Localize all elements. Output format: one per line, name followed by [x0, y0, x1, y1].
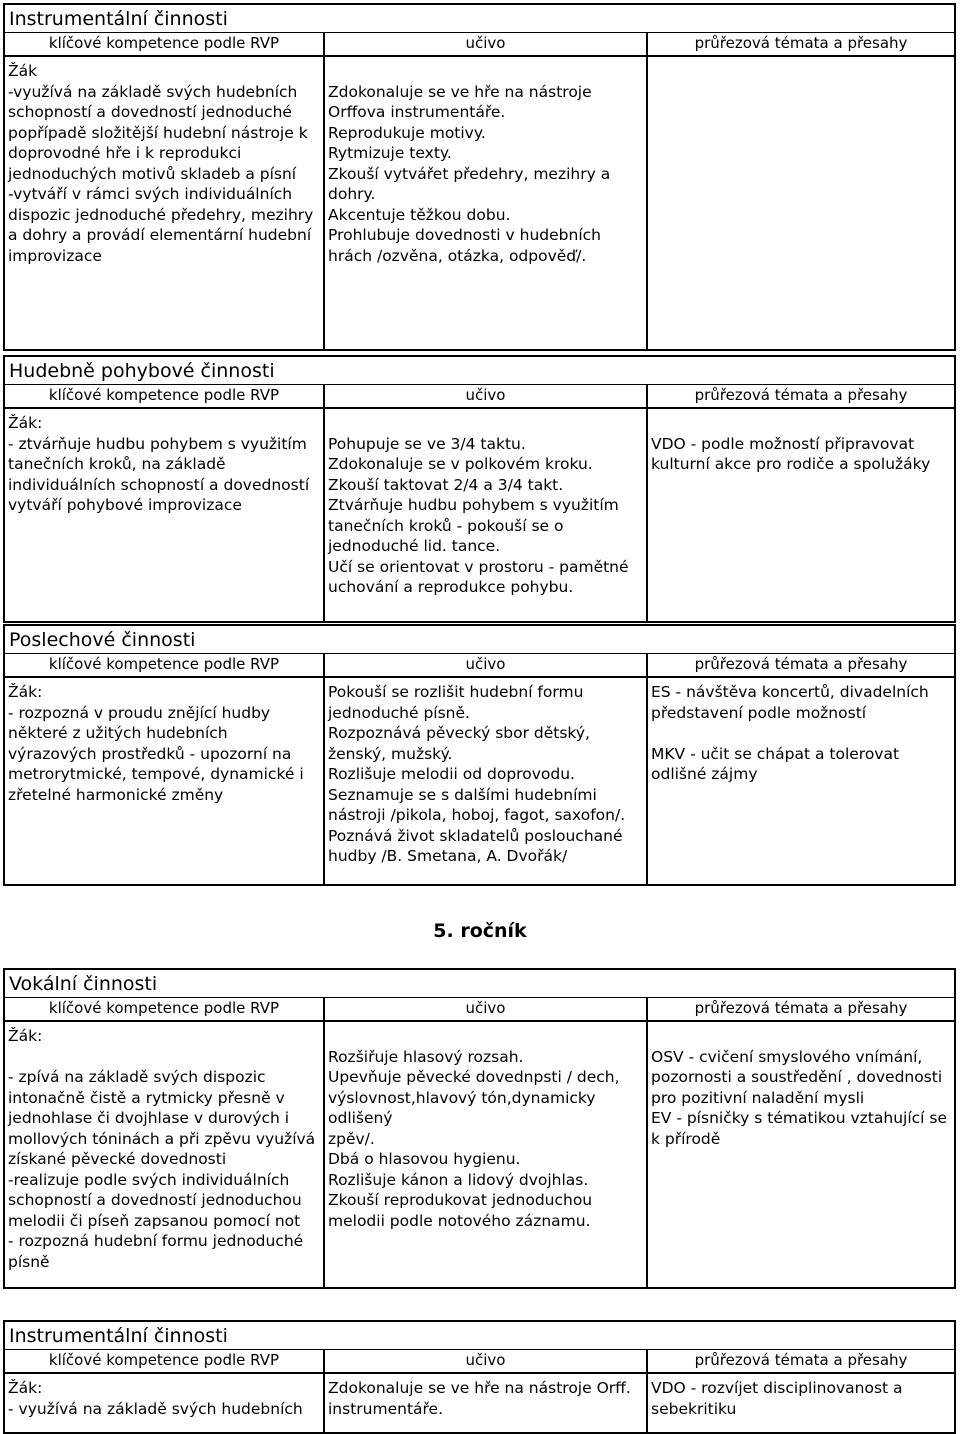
header-curriculum: učivo	[323, 1350, 646, 1372]
header-cross-curricular: průřezová témata a přesahy	[646, 998, 954, 1020]
section-body	[3, 1374, 956, 1434]
section-listening	[3, 624, 956, 886]
section-body	[3, 1022, 956, 1289]
cross-curricular-text: OSV - cvičení smyslového vnímání, pozornosti a soustředění , dovednosti pro pozitivní naladění mysli EV - písničky s tématikou vztahující se k přírodě	[646, 1022, 954, 1287]
header-competences: klíčové kompetence podle RVP	[48, 655, 280, 673]
section-body	[3, 409, 956, 623]
curriculum-text: Pohupuje se ve 3/4 taktu. Zdokonaluje se v polkovém kroku. Zkouší taktovat 2/4 a 3/4 takt. Ztvárňuje hudbu pohybem s využitím tanečních kroků - pokouší se o jednoduché lid. tance. Učí se orientovat v prostoru - pamětné uchování a reprodukce pohybu.	[323, 409, 646, 621]
header-competences: klíčové kompetence podle RVP	[48, 34, 280, 52]
cross-curricular-text	[646, 57, 954, 349]
section-title: Instrumentální činnosti	[3, 1320, 956, 1350]
section-vocal	[3, 968, 956, 1289]
competences-text: Žák -využívá na základě svých hudebních schopností a dovedností jednoduché popřípadě složitější hudební nástroje k doprovodné hře i k reprodukci jednoduchých motivů skladeb a písní -vytváří v rámci svých individuálních dispozic jednoduché předehry, mezihry a dohry a provádí elementární hudební improvizace	[8, 62, 314, 265]
column-headers	[3, 385, 956, 409]
curriculum-text: Zdokonaluje se ve hře na nástroje Orff. instrumentáře.	[323, 1374, 646, 1432]
competences-text: Žák: - využívá na základě svých hudebních	[8, 1379, 303, 1418]
header-cross-curricular: průřezová témata a přesahy	[646, 33, 954, 55]
section-movement	[3, 355, 956, 623]
competences-text: Žák: - ztvárňuje hudbu pohybem s využitím tanečních kroků, na základě individuálních schopností a dovedností vytváří pohybové improvizace	[8, 414, 310, 514]
section-title: Vokální činnosti	[3, 968, 956, 998]
section-title: Poslechové činnosti	[3, 624, 956, 654]
column-headers	[3, 998, 956, 1022]
section-body	[3, 678, 956, 886]
column-headers	[3, 654, 956, 678]
column-headers	[3, 33, 956, 57]
header-competences: klíčové kompetence podle RVP	[48, 1351, 280, 1369]
curriculum-text: Pokouší se rozlišit hudební formu jednoduché písně. Rozpoznává pěvecký sbor dětský, ženský, mužský. Rozlišuje melodii od doprovodu. Seznamuje se s dalšími hudebními nástroji /pikola, hoboj, fagot, saxofon/. Poznává život skladatelů poslouchané hudby /B. Smetana, A. Dvořák/	[323, 678, 646, 884]
header-cross-curricular: průřezová témata a přesahy	[646, 385, 954, 407]
cross-curricular-text: ES - návštěva koncertů, divadelních představení podle možností MKV - učit se chápat a tolerovat odlišné zájmy	[646, 678, 954, 884]
section-title: Hudebně pohybové činnosti	[3, 355, 956, 385]
cross-curricular-text: VDO - podle možností připravovat kulturní akce pro rodiče a spolužáky	[646, 409, 954, 621]
header-cross-curricular: průřezová témata a přesahy	[646, 1350, 954, 1372]
competences-text: Žák: - zpívá na základě svých dispozic intonačně čistě a rytmicky přesně v jednohlase či dvojhlase v durových i mollových tóninách a při zpěvu využívá získané pěvecké dovednosti -realizuje podle svých individuálních schopností a dovedností jednoduchou melodii či píseň zapsanou pomocí not - rozpozná hudební formu jednoduché písně	[8, 1027, 316, 1271]
header-curriculum: učivo	[323, 998, 646, 1020]
section-instrumental	[3, 3, 956, 351]
header-competences: klíčové kompetence podle RVP	[48, 386, 280, 404]
section-instrumental-grade5	[3, 1320, 956, 1434]
section-body	[3, 57, 956, 351]
grade-heading: 5. ročník	[433, 920, 527, 942]
column-headers	[3, 1350, 956, 1374]
cross-curricular-text: VDO - rozvíjet disciplinovanost a sebekritiku	[646, 1374, 954, 1432]
header-curriculum: učivo	[323, 385, 646, 407]
curriculum-text: Rozšiřuje hlasový rozsah. Upevňuje pěvecké dovednpsti / dech, výslovnost,hlavový tón,dynamicky odlišený zpěv/. Dbá o hlasovou hygienu. Rozlišuje kánon a lidový dvojhlas. Zkouší reprodukovat jednoduchou melodii podle notového záznamu.	[323, 1022, 646, 1287]
header-curriculum: učivo	[323, 33, 646, 55]
section-title: Instrumentální činnosti	[3, 3, 956, 33]
header-curriculum: učivo	[323, 654, 646, 676]
header-competences: klíčové kompetence podle RVP	[48, 999, 280, 1017]
competences-text: Žák: - rozpozná v proudu znějící hudby některé z užitých hudebních výrazových prostředků - upozorní na metrorytmické, tempové, dynamické i zřetelné harmonické změny	[8, 683, 304, 804]
curriculum-text: Zdokonaluje se ve hře na nástroje Orffova instrumentáře. Reprodukuje motivy. Rytmizuje texty. Zkouší vytvářet předehry, mezihry a dohry. Akcentuje těžkou dobu. Prohlubuje dovednosti v hudebních hrách /ozvěna, otázka, odpověď/.	[323, 57, 646, 349]
header-cross-curricular: průřezová témata a přesahy	[646, 654, 954, 676]
